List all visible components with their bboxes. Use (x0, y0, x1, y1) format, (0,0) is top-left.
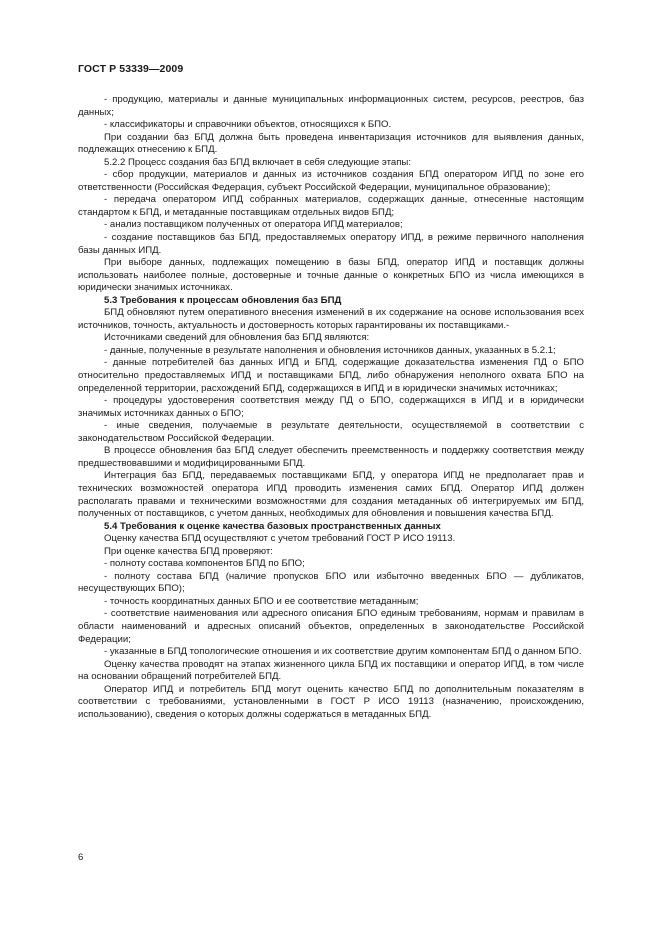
body-paragraph: - данные потребителей баз данных ИПД и БПД, содержащие доказательства изменения ПД о БПО относительно предоставляемых ИПД и поставщиками БПД, либо обнаружения неполного охвата БПО на определенной территории, расхождений БПД, содержащихся в ИПД и в юридически значимых источниках; (78, 357, 584, 394)
body-paragraph: Источниками сведений для обновления баз БПД являются: (104, 332, 370, 344)
section-heading: 5.4 Требования к оценке качества базовых пространственных данных (104, 520, 441, 532)
body-paragraph: Оценку качества БПД осуществляют с учетом требований ГОСТ Р ИСО 19113. (104, 533, 456, 545)
document-body (78, 94, 584, 721)
body-paragraph: - соответствие наименования или адресного описания БПО единым требованиям, нормам и правилам в области наименований и адресных описаний объектов, определенных в законодательстве Российской Федерации; (78, 608, 584, 645)
standard-header: ГОСТ Р 53339—2009 (78, 63, 184, 75)
body-paragraph: - иные сведения, получаемые в результате деятельности, осуществляемой в соответствии с законодательством Российской Федерации. (78, 420, 584, 444)
body-paragraph: Оценку качества проводят на этапах жизненного цикла БПД их поставщики и оператор ИПД, в том числе на основании обращений потребителей БПД. (78, 658, 584, 683)
body-paragraph: - сбор продукции, материалов и данных из источников создания БПД оператором ИПД по зоне его ответственности (Российская Федерация, субъект Российской Федерации, муниципальное образование); (78, 169, 584, 193)
page-number: 6 (78, 852, 84, 863)
body-paragraph: БПД обновляют путем оперативного внесения изменений в их содержание на основе использования всех источников, точность, актуальность и достоверность которых гарантированы их поставщиками.- (78, 307, 584, 331)
body-paragraph: - полноту состава БПД (наличие пропусков БПО или избыточно введенных БПО — дубликатов, несуществующих БПО); (78, 570, 584, 595)
body-paragraph: - создание поставщиков баз БПД, предоставляемых оператору ИПД, в режиме первичного наполнения базы данных ИПД. (78, 232, 584, 256)
section-heading: 5.3 Требования к процессам обновления баз БПД (104, 294, 342, 306)
body-paragraph: При создании баз БПД должна быть проведена инвентаризация источников для выявления данных, подлежащих отнесению к БПД. (78, 131, 584, 156)
body-paragraph: Интеграция баз БПД, передаваемых поставщиками БПД, у оператора ИПД не предполагает прав и технических возможностей оператора ИПД проводить изменения самих БПД. Оператор ИПД должен располагать правами и техническими возможностями для создания метаданных об интегрируемых им БПД, полученных от поставщиков, с учетом данных, необходимых для обновления и повышения качества БПД. (78, 470, 584, 520)
body-paragraph: При оценке качества БПД проверяют: (104, 545, 273, 557)
body-paragraph: При выборе данных, подлежащих помещению в базы БПД, оператор ИПД и поставщик должны использовать наиболее полные, достоверные и точные данные о конкретных БПО из числа имеющихся в юридически значимых источниках. (78, 257, 584, 294)
body-paragraph: В процессе обновления баз БПД следует обеспечить преемственность и поддержку соответствия между предшествовавшими и модифицированными БПД. (78, 445, 584, 469)
body-paragraph: 5.2.2 Процесс создания баз БПД включает в себя следующие этапы: (104, 156, 411, 168)
body-paragraph: - полноту состава компонентов БПД по БПО; (104, 558, 305, 570)
body-paragraph: - данные, полученные в результате наполнения и обновления источников данных, указанных в 5.2.1; (104, 344, 556, 356)
body-paragraph: - классификаторы и справочники объектов, относящихся к БПО. (104, 119, 392, 131)
body-paragraph: - точность координатных данных БПО и ее соответствие метаданным; (104, 595, 419, 607)
body-paragraph: - процедуры удостоверения соответствия между ПД о БПО, содержащихся в ИПД и в юридически значимых источниках данных о БПО; (78, 395, 584, 419)
body-paragraph: - передача оператором ИПД собранных материалов, содержащих данные, отнесенные настоящим стандартом к БПД, и метаданные поставщикам отдельных видов БПД; (78, 194, 584, 218)
body-paragraph: - продукцию, материалы и данные муниципальных информационных систем, ресурсов, реестров, баз данных; (78, 94, 584, 118)
body-paragraph: Оператор ИПД и потребитель БПД могут оценить качество БПД по дополнительным показателям в соответствии с требованиями, установленными в ГОСТ Р ИСО 19113 (назначению, происхождению, использованию), сведения о которых должны содержаться в метаданных БПД. (78, 683, 584, 720)
body-paragraph: - указанные в БПД топологические отношения и их соответствие другим компонентам БПД о данном БПО. (104, 646, 582, 658)
body-paragraph: - анализ поставщиком полученных от оператора ИПД материалов; (104, 219, 403, 231)
